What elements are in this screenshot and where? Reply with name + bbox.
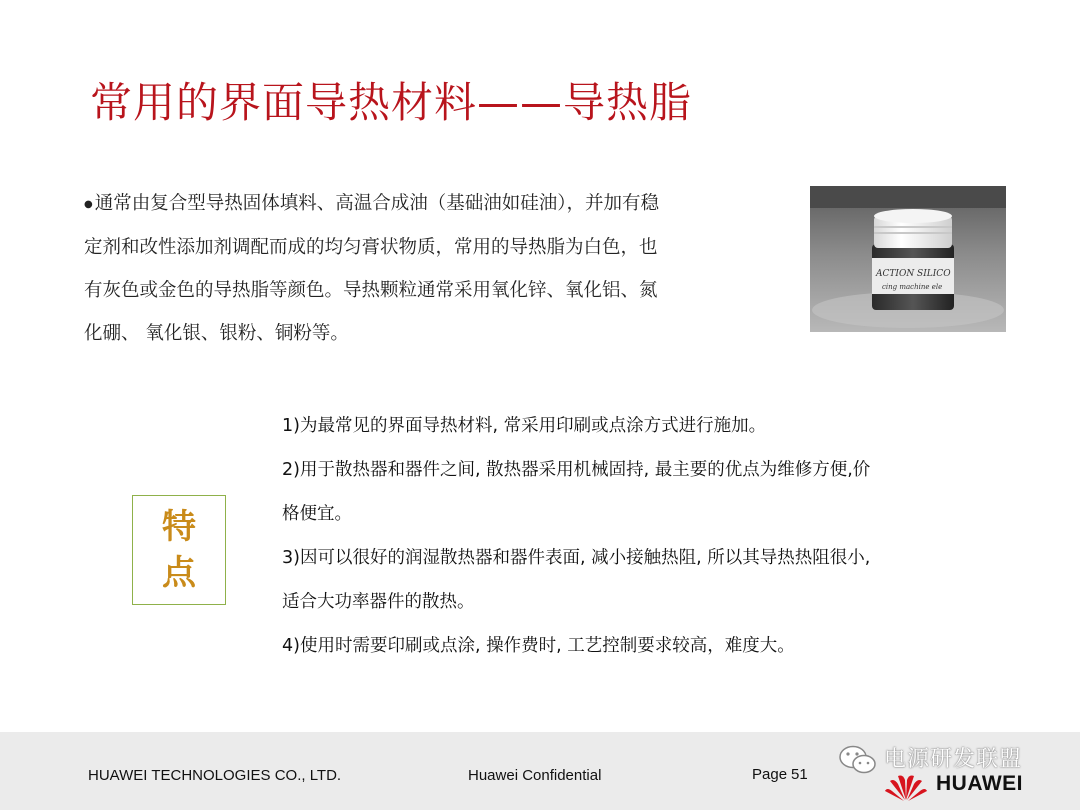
features-label-char-1: 特	[162, 507, 196, 547]
feature-line-3: 格便宜。	[282, 504, 352, 524]
feature-line-6: 4)使用时需要印刷或点涂, 操作费时, 工艺控制要求较高，难度大。	[282, 636, 795, 656]
footer-company: HUAWEI TECHNOLOGIES CO., LTD.	[88, 767, 342, 784]
features-label-box	[132, 495, 226, 605]
intro-line-1: ● 通常由复合型导热固体填料、高温合成油（基础油如硅油），并加有稳	[84, 193, 659, 214]
huawei-brand-text: HUAWEI	[936, 772, 1023, 795]
slide-footer	[0, 732, 1080, 810]
page-label: Page	[752, 766, 788, 783]
watermark-text: 电源研发联盟	[884, 747, 1023, 772]
page-number: 51	[791, 766, 808, 783]
feature-line-5: 适合大功率器件的散热。	[282, 592, 475, 612]
slide-title: 常用的界面导热材料——导热脂	[90, 78, 693, 127]
feature-line-2: 2)用于散热器和器件之间, 散热器采用机械固持, 最主要的优点为维修方便,价	[282, 460, 871, 480]
wechat-icon	[838, 744, 878, 776]
intro-paragraph	[84, 182, 764, 355]
footer-confidential: Huawei Confidential	[468, 767, 602, 784]
features-list	[282, 404, 1042, 668]
feature-line-1: 1)为最常见的界面导热材料, 常采用印刷或点涂方式进行施加。	[282, 416, 767, 436]
feature-line-4: 3)因可以很好的润湿散热器和器件表面, 减小接触热阻, 所以其导热热阻很小,	[282, 548, 871, 568]
intro-line-2: 定剂和改性添加剂调配而成的均匀膏状物质，常用的导热脂为白色，也	[84, 236, 658, 258]
bullet-icon: ●	[84, 198, 93, 210]
intro-line-4: 化硼、 氧化银、银粉、铜粉等。	[84, 322, 349, 344]
footer-page	[752, 766, 808, 783]
jar-label-text: ACTION SILICO	[876, 269, 951, 279]
intro-line-3: 有灰色或金色的导热脂等颜色。导热颗粒通常采用氧化锌、氧化铝、氮	[84, 279, 658, 301]
features-label-char-2: 点	[162, 553, 196, 593]
jar-illustration	[810, 186, 1006, 332]
huawei-logo-icon	[884, 772, 928, 802]
jar-label-subtext: cing machine ele	[882, 283, 943, 291]
thermal-grease-jar-photo	[810, 186, 1006, 332]
